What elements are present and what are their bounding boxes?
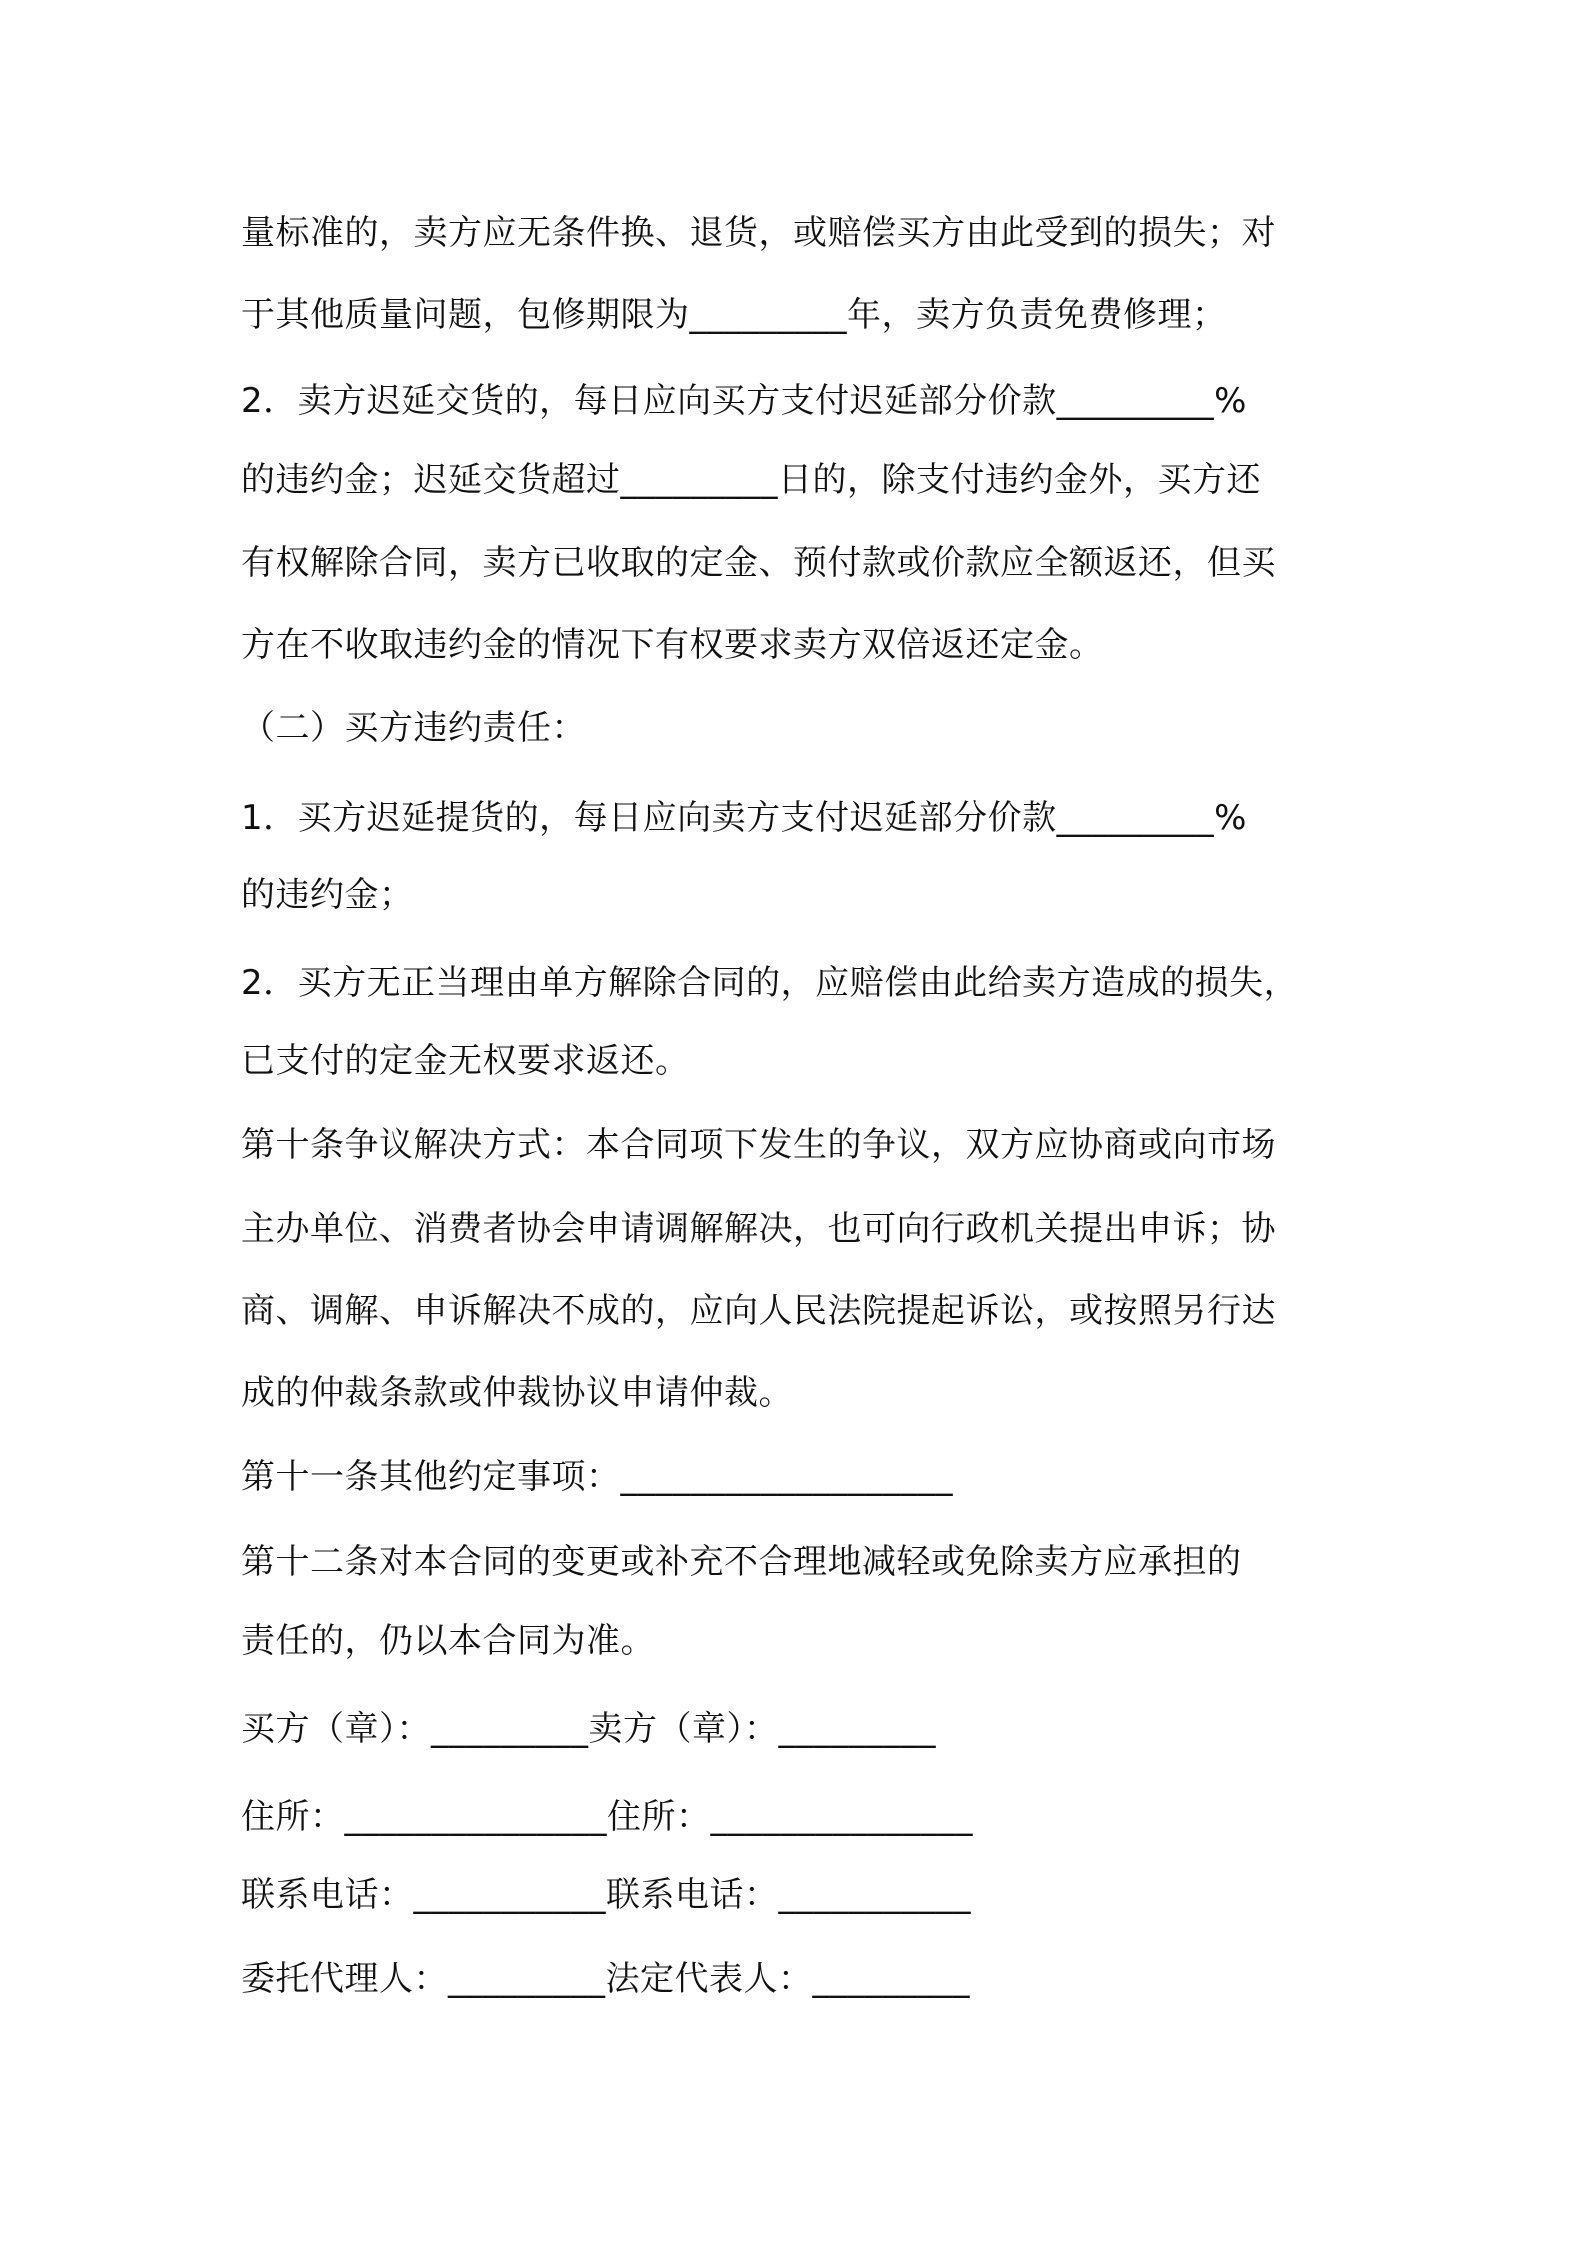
signature-line: 委托代理人：_________法定代表人：_________ (241, 1959, 970, 1999)
signature-line: 住所：_______________住所：_______________ (241, 1797, 973, 1837)
paragraph-line: 的违约金； (241, 875, 414, 915)
paragraph-line: 方在不收取违约金的情况下有权要求卖方双倍返还定金。 (241, 625, 1104, 665)
paragraph-line: 1．买方迟延提货的，每日应向卖方支付迟延部分价款_________% (241, 798, 1247, 838)
paragraph-line: 2．卖方迟延交货的，每日应向买方支付迟延部分价款_________% (241, 381, 1247, 421)
paragraph-line: 主办单位、消费者协会申请调解解决，也可向行政机关提出申诉；协 (241, 1209, 1276, 1249)
paragraph-line: 第十二条对本合同的变更或补充不合理地减轻或免除卖方应承担的 (241, 1542, 1242, 1582)
paragraph-line: 商、调解、申诉解决不成的，应向人民法院提起诉讼，或按照另行达 (241, 1291, 1276, 1331)
paragraph-line: 已支付的定金无权要求返还。 (241, 1041, 690, 1081)
paragraph-line: 的违约金；迟延交货超过_________日的，除支付违约金外，买方还 (241, 460, 1261, 500)
paragraph-line: 责任的，仍以本合同为准。 (241, 1621, 655, 1661)
paragraph-line: 第十条争议解决方式：本合同项下发生的争议，双方应协商或向市场 (241, 1125, 1276, 1165)
signature-line: 联系电话：___________联系电话：___________ (241, 1875, 971, 1915)
paragraph-line: 于其他质量问题，包修期限为_________年，卖方负责免费修理； (241, 295, 1227, 335)
paragraph-line: 量标准的，卖方应无条件换、退货，或赔偿买方由此受到的损失；对 (241, 213, 1276, 253)
paragraph-line: 有权解除合同，卖方已收取的定金、预付款或价款应全额返还，但买 (241, 543, 1276, 583)
signature-line: 买方（章）：_________卖方（章）：_________ (241, 1709, 936, 1749)
paragraph-line: 成的仲裁条款或仲裁协议申请仲裁。 (241, 1373, 793, 1413)
paragraph-line: 第十一条其他约定事项：___________________ (241, 1457, 953, 1497)
paragraph-line: 2．买方无正当理由单方解除合同的，应赔偿由此给卖方造成的损失， (241, 963, 1299, 1003)
section-heading: （二）买方违约责任： (241, 708, 586, 748)
